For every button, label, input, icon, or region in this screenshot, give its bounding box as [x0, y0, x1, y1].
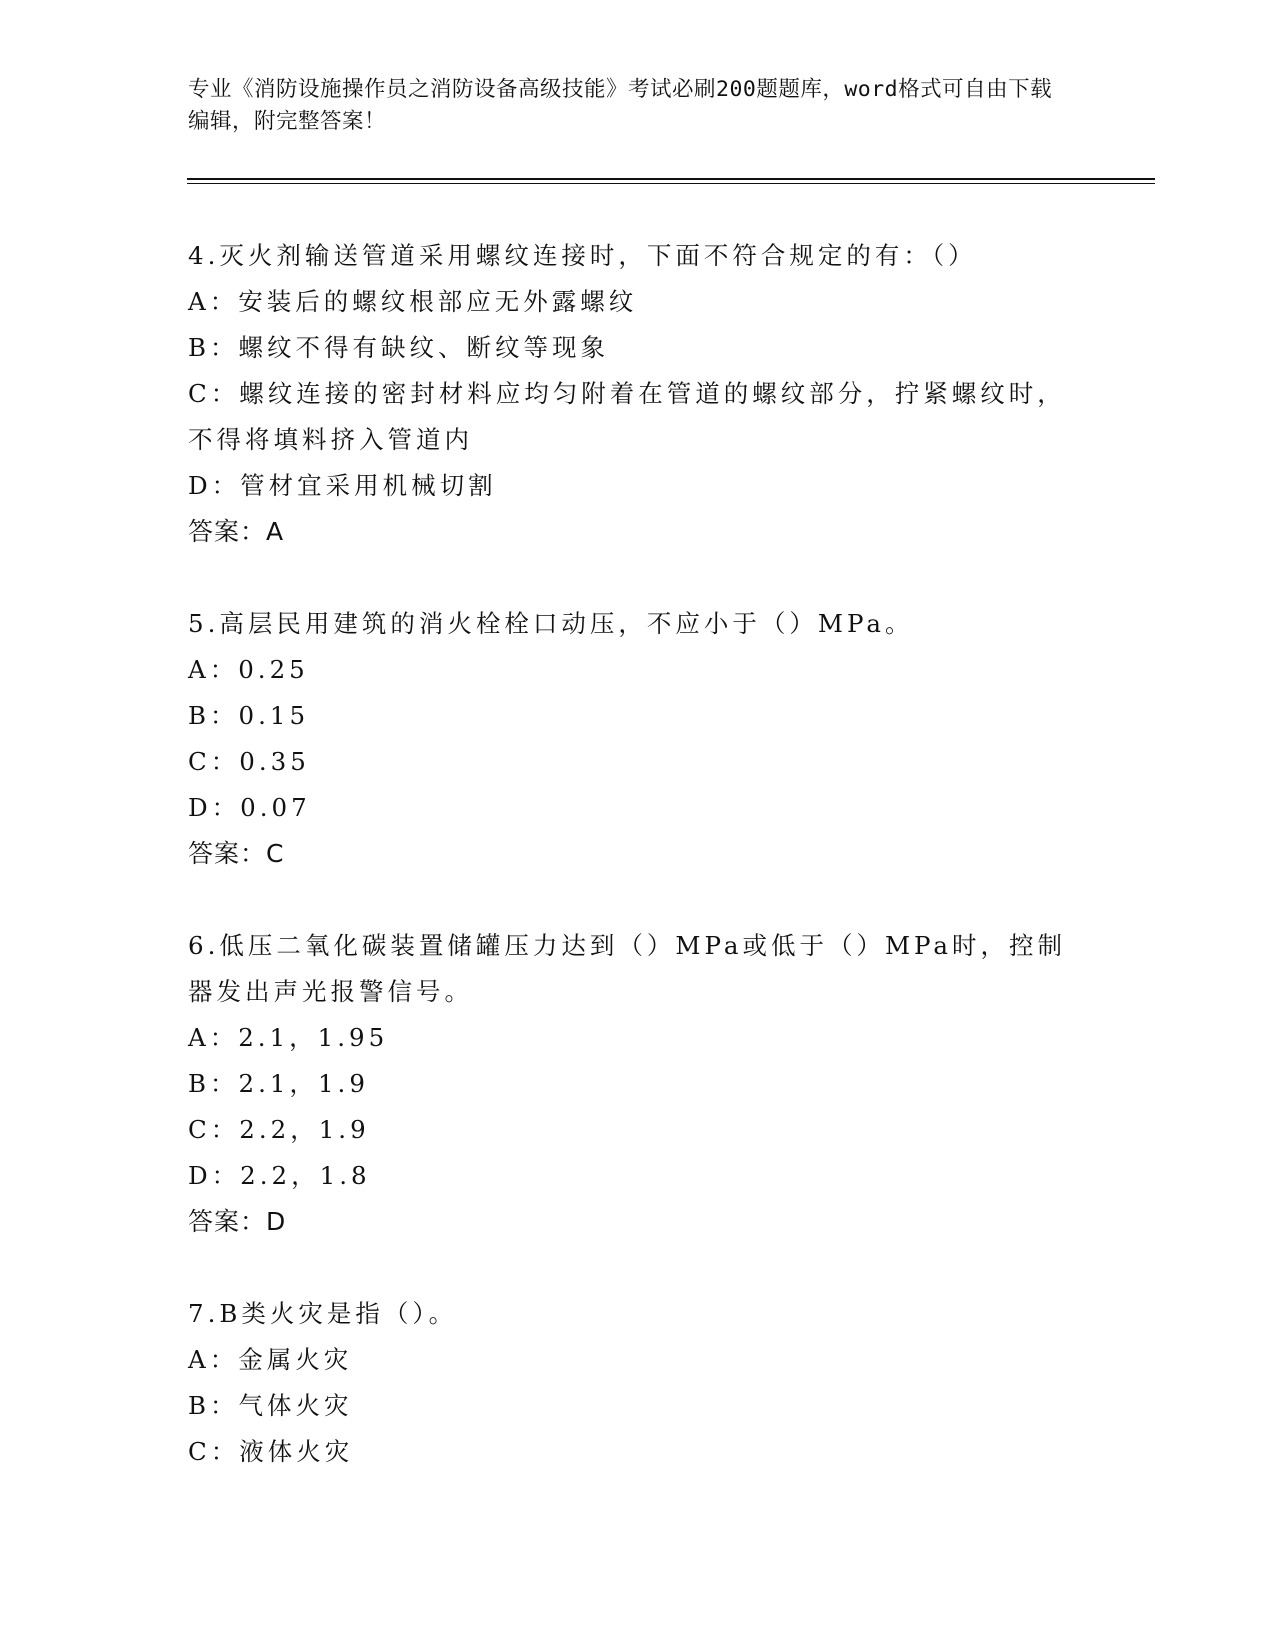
option-a: A：0.25: [188, 655, 309, 684]
question-item: [188, 1291, 1088, 1475]
option-b: B：2.1，1.9: [188, 1069, 369, 1098]
option-b: B：0.15: [188, 701, 310, 730]
option-d: D：管材宜采用机械切割: [188, 471, 497, 500]
option-a: A：金属火灾: [188, 1345, 353, 1374]
option-b: B：螺纹不得有缺纹、断纹等现象: [188, 333, 610, 362]
document-header: 专业《消防设施操作员之消防设备高级技能》考试必刷200题题库，word格式可自由下载编辑，附完整答案！: [188, 77, 1053, 134]
answer-label: 答案：D: [188, 1207, 287, 1236]
option-b: B：气体火灾: [188, 1391, 353, 1420]
question-stem: 5.高层民用建筑的消火栓栓口动压，不应小于（）MPa。: [188, 609, 914, 638]
question-stem: 4.灭火剂输送管道采用螺纹连接时，下面不符合规定的有：（）: [188, 241, 977, 270]
option-d: D：2.2，1.8: [188, 1161, 371, 1190]
option-a: A：安装后的螺纹根部应无外露螺纹: [188, 287, 638, 316]
header-rule-thick: [187, 178, 1155, 180]
question-list: [188, 233, 1088, 1521]
option-a: A：2.1，1.95: [188, 1023, 389, 1052]
question-stem: 7.B类火灾是指（）。: [188, 1299, 458, 1328]
option-c: C：0.35: [188, 747, 310, 776]
question-item: [188, 233, 1088, 555]
option-c: C：2.2，1.9: [188, 1115, 370, 1144]
question-item: [188, 601, 1088, 877]
question-item: [188, 923, 1088, 1245]
answer-label: 答案：C: [188, 839, 285, 868]
option-c: C：螺纹连接的密封材料应均匀附着在管道的螺纹部分，拧紧螺纹时，不得将填料挤入管道内: [188, 379, 1066, 454]
answer-label: 答案：A: [188, 517, 285, 546]
question-stem: 6.低压二氧化碳装置储罐压力达到（）MPa或低于（）MPa时，控制器发出声光报警信号。: [188, 931, 1067, 1006]
option-c: C：液体火灾: [188, 1437, 354, 1466]
option-d: D：0.07: [188, 793, 311, 822]
header-rule-thin: [187, 183, 1155, 184]
